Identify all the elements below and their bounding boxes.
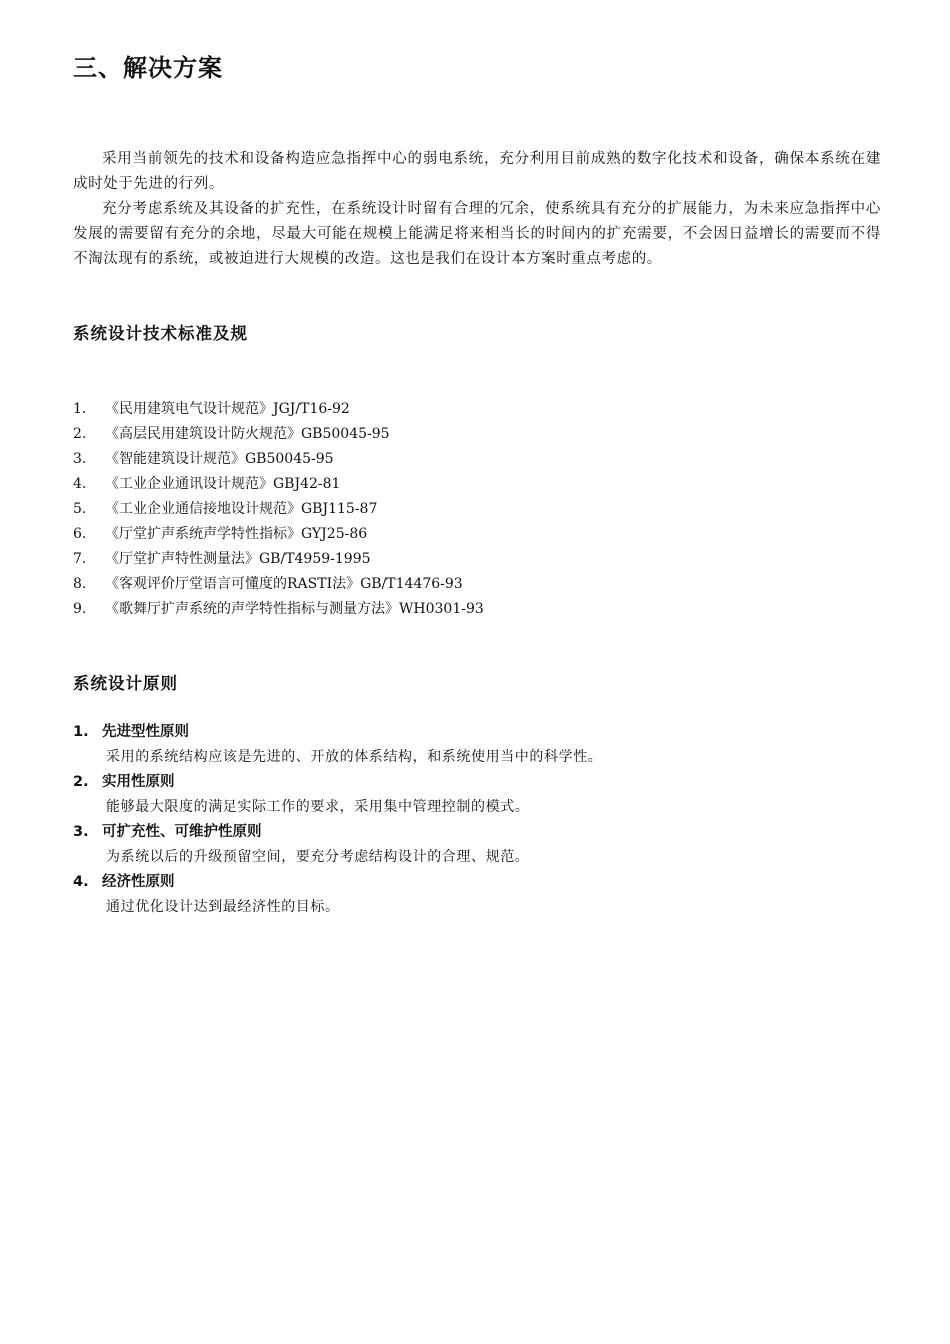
list-item bbox=[73, 422, 484, 447]
principle-number: 4. bbox=[73, 874, 89, 890]
list-item bbox=[73, 597, 484, 622]
principle-item bbox=[73, 870, 602, 920]
item-text: 《厅堂扩声特性测量法》GB/T4959-1995 bbox=[105, 551, 371, 567]
principle-description: 能够最大限度的满足实际工作的要求，采用集中管理控制的模式。 bbox=[106, 799, 530, 815]
list-item bbox=[73, 472, 484, 497]
principle-title bbox=[73, 870, 602, 895]
principle-number: 1. bbox=[73, 724, 89, 740]
list-item bbox=[73, 522, 484, 547]
principle-item bbox=[73, 820, 602, 870]
item-text: 《厅堂扩声系统声学特性指标》GYJ25-86 bbox=[105, 526, 368, 542]
principle-item bbox=[73, 770, 602, 820]
standards-list bbox=[73, 397, 484, 622]
item-number: 8. bbox=[73, 576, 87, 592]
principle-item bbox=[73, 720, 602, 770]
item-number: 2. bbox=[73, 426, 87, 442]
intro-section bbox=[73, 147, 881, 272]
item-text: 《智能建筑设计规范》GB50045-95 bbox=[105, 451, 334, 467]
principle-description: 为系统以后的升级预留空间，要充分考虑结构设计的合理、规范。 bbox=[106, 849, 530, 865]
principle-number: 3. bbox=[73, 824, 89, 840]
principle-title bbox=[73, 820, 602, 845]
principle-title bbox=[73, 720, 602, 745]
list-item bbox=[73, 547, 484, 572]
principle-title-text: 可扩充性、可维护性原则 bbox=[102, 824, 262, 840]
item-text: 《工业企业通信接地设计规范》GBJ115-87 bbox=[105, 501, 378, 517]
list-item bbox=[73, 397, 484, 422]
principles-heading: 系统设计原则 bbox=[73, 674, 178, 693]
item-number: 9. bbox=[73, 601, 87, 617]
item-number: 4. bbox=[73, 476, 87, 492]
principle-title-text: 经济性原则 bbox=[102, 874, 175, 890]
item-number: 3. bbox=[73, 451, 87, 467]
item-text: 《歌舞厅扩声系统的声学特性指标与测量方法》WH0301-93 bbox=[105, 601, 484, 617]
item-number: 6. bbox=[73, 526, 87, 542]
principle-title bbox=[73, 770, 602, 795]
principle-title-text: 实用性原则 bbox=[102, 774, 175, 790]
list-item bbox=[73, 572, 484, 597]
section-title: 三、解决方案 bbox=[73, 54, 223, 82]
list-item bbox=[73, 447, 484, 472]
item-number: 5. bbox=[73, 501, 87, 517]
intro-paragraph: 采用当前领先的技术和设备构造应急指挥中心的弱电系统，充分利用目前成熟的数字化技术和设备，确保本系统在建成时处于先进的行列。 bbox=[73, 151, 881, 192]
list-item bbox=[73, 497, 484, 522]
item-number: 1. bbox=[73, 401, 87, 417]
item-text: 《客观评价厅堂语言可懂度的RASTI法》GB/T14476-93 bbox=[105, 576, 463, 592]
principles-list bbox=[73, 720, 602, 920]
principle-number: 2. bbox=[73, 774, 89, 790]
item-text: 《工业企业通讯设计规范》GBJ42-81 bbox=[105, 476, 341, 492]
intro-paragraph: 充分考虑系统及其设备的扩充性，在系统设计时留有合理的冗余，使系统具有充分的扩展能力，为未来应急指挥中心发展的需要留有充分的余地，尽最大可能在规模上能满足将来相当长的时间内的扩充需要，不会因日益增长的需要而不得不淘汰现有的系统，或被迫进行大规模的改造。这也是我们在设计本方案时重点考虑的。 bbox=[73, 201, 881, 267]
item-number: 7. bbox=[73, 551, 87, 567]
principle-description: 通过优化设计达到最经济性的目标。 bbox=[106, 899, 340, 915]
item-text: 《民用建筑电气设计规范》JGJ/T16-92 bbox=[105, 401, 350, 417]
principle-description: 采用的系统结构应该是先进的、开放的体系结构，和系统使用当中的科学性。 bbox=[106, 749, 603, 765]
item-text: 《高层民用建筑设计防火规范》GB50045-95 bbox=[105, 426, 390, 442]
standards-heading: 系统设计技术标准及规 bbox=[73, 324, 248, 343]
principle-title-text: 先进型性原则 bbox=[102, 724, 189, 740]
